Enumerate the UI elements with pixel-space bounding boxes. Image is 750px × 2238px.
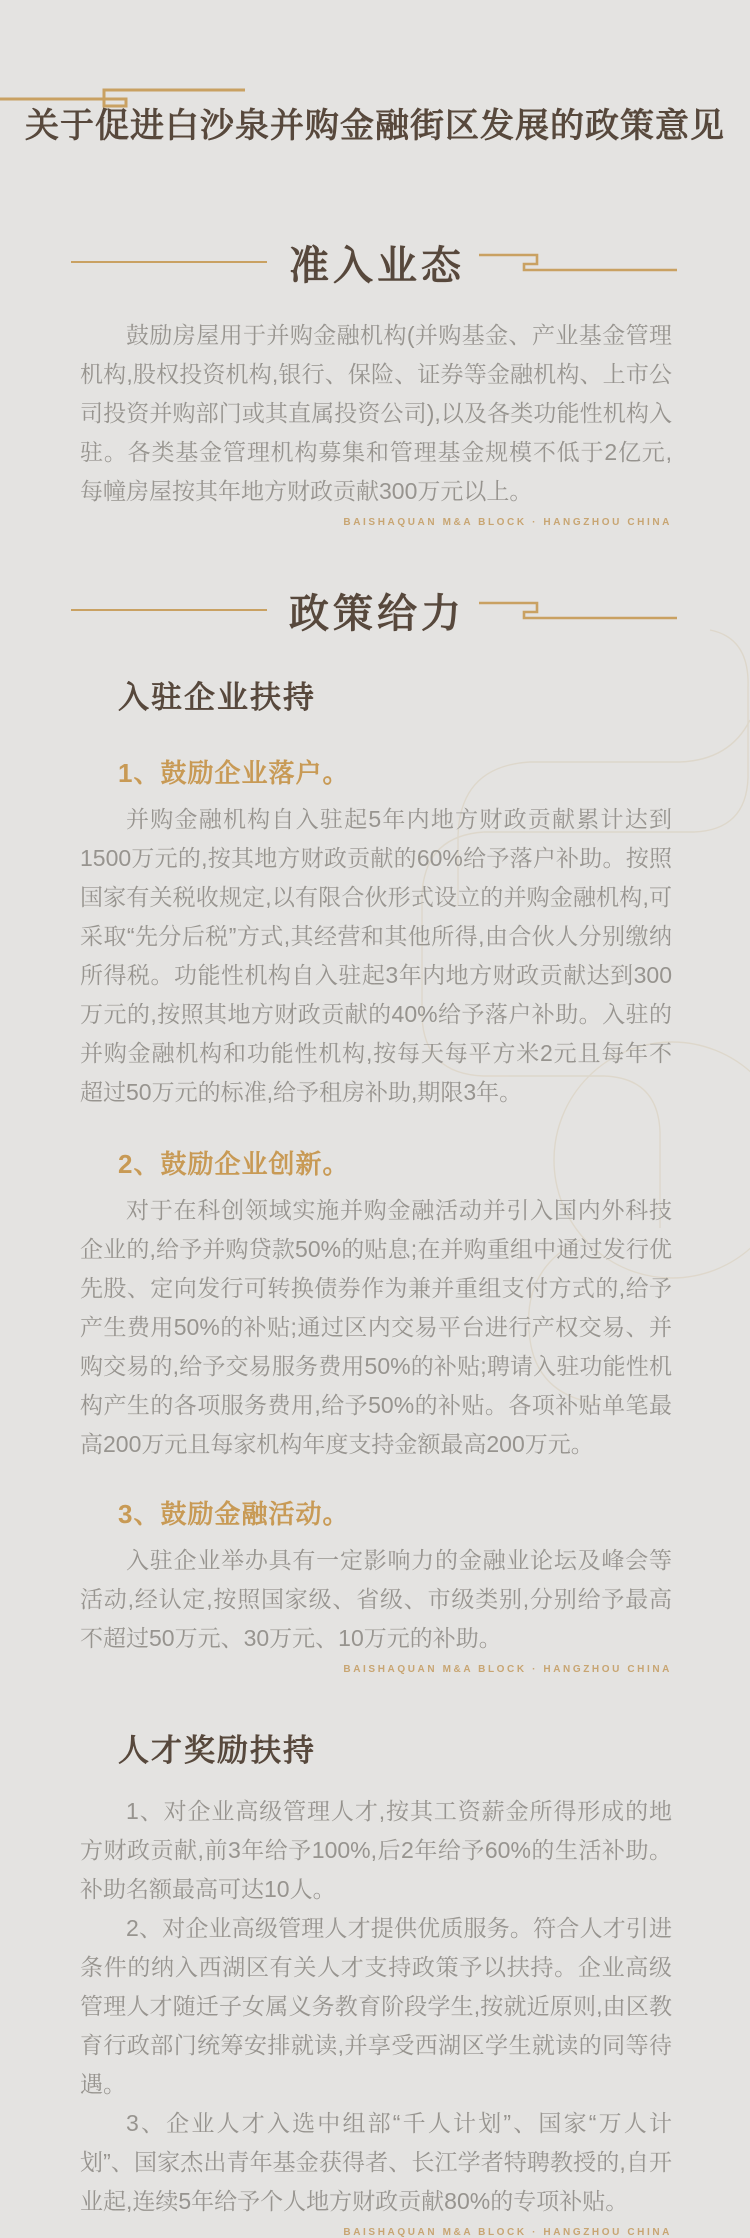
section-title: 准入业态 [289, 243, 465, 288]
talent-paragraph-3: 3、企业人才入选中组部“千人计划”、国家“万人计划”、国家杰出青年基金获得者、长江学者特聘教授的,自开业起,连续5年给予个人地方财政贡献80%的专项补贴。 [80, 2110, 672, 2214]
item-body-finance-activity: 入驻企业举办具有一定影响力的金融业论坛及峰会等活动,经认定,按照国家级、省级、市级类别,分别给予最高不超过50万元、30万元、10万元的补助。 [80, 1547, 672, 1651]
item-label-finance-activity: 3、鼓励金融活动。 [118, 1499, 350, 1529]
section-title: 政策给力 [289, 591, 465, 636]
gold-line-left [71, 609, 267, 611]
subsection-title-enterprise: 入驻企业扶持 [118, 680, 316, 715]
section-header-access [0, 234, 750, 290]
talent-paragraph-2: 2、对企业高级管理人才提供优质服务。符合人才引进条件的纳入西湖区有关人才支持政策予以扶持。企业高级管理人才随迁子女属义务教育阶段学生,按就近原则,由区教育行政部门统筹安排就读,并享受西湖区学生就读的同等待遇。 [80, 1915, 672, 2097]
fret-line-icon [479, 248, 679, 276]
section-header-policy [0, 582, 750, 638]
item-label-innovate: 2、鼓励企业创新。 [118, 1149, 350, 1179]
brand-watermark: BAISHAQUAN M&A BLOCK · HANGZHOU CHINA [343, 2227, 672, 2238]
subsection-title-talent: 人才奖励扶持 [118, 1733, 316, 1768]
fret-line-icon [479, 596, 679, 624]
access-paragraph: 鼓励房屋用于并购金融机构(并购基金、产业基金管理机构,股权投资机构,银行、保险、证券等金融机构、上市公司投资并购部门或其直属投资公司),以及各类功能性机构入驻。各类基金管理机构募集和管理基金规模不低于2亿元,每幢房屋按其年地方财政贡献300万元以上。 [80, 322, 672, 504]
talent-paragraph-1: 1、对企业高级管理人才,按其工资薪金所得形成的地方财政贡献,前3年给予100%,后2年给予60%的生活补助。补助名额最高可达10人。 [80, 1798, 672, 1902]
gold-line-left [71, 261, 267, 263]
item-label-settle: 1、鼓励企业落户。 [118, 758, 350, 788]
page-title: 关于促进白沙泉并购金融街区发展的政策意见 [25, 107, 725, 145]
item-body-settle: 并购金融机构自入驻起5年内地方财政贡献累计达到1500万元的,按其地方财政贡献的60%给予落户补助。按照国家有关税收规定,以有限合伙形式设立的并购金融机构,可采取“先分后税”方式,其经营和其他所得,由合伙人分别缴纳所得税。功能性机构自入驻起3年内地方财政贡献达到300万元的,按照其地方财政贡献的40%给予落户补助。入驻的并购金融机构和功能性机构,按每天每平方米2元且每年不超过50万元的标准,给予租房补助,期限3年。 [80, 806, 672, 1105]
brand-watermark: BAISHAQUAN M&A BLOCK · HANGZHOU CHINA [343, 517, 672, 528]
brand-watermark: BAISHAQUAN M&A BLOCK · HANGZHOU CHINA [343, 1664, 672, 1675]
item-body-innovate: 对于在科创领域实施并购金融活动并引入国内外科技企业的,给予并购贷款50%的贴息;在并购重组中通过发行优先股、定向发行可转换债券作为兼并重组支付方式的,给予产生费用50%的补贴;通过区内交易平台进行产权交易、并购交易的,给予交易服务费用50%的补贴;聘请入驻功能性机构产生的各项服务费用,给予50%的补贴。各项补贴单笔最高200万元且每家机构年度支持金额最高200万元。 [80, 1197, 672, 1457]
